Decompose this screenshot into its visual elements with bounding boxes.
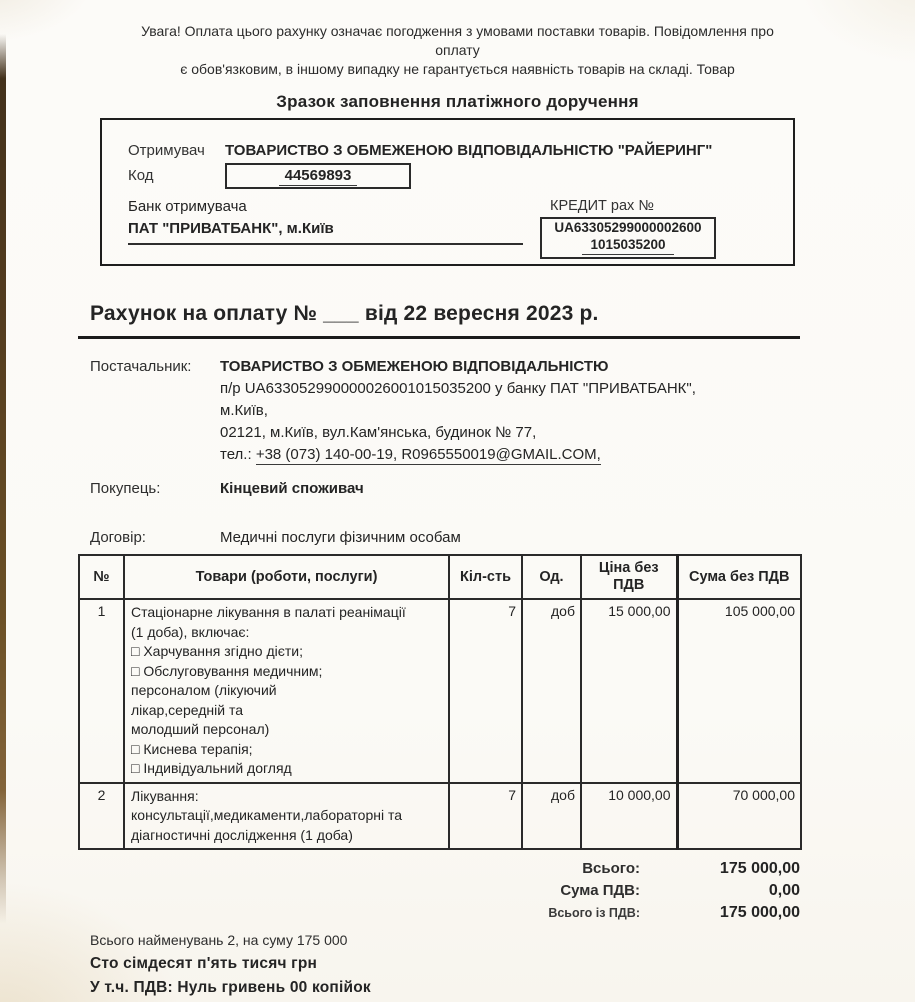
item-desc-line: (1 доба), включає: xyxy=(131,623,250,640)
totals-section xyxy=(78,858,800,924)
item-2-num: 2 xyxy=(79,783,124,850)
buyer-value: Кінцевий споживач xyxy=(220,480,364,497)
amount-in-words: Сто сімдесят п'ять тисяч грн xyxy=(90,955,318,972)
code-value: 44569893 xyxy=(279,167,358,186)
vat-sum-value: 0,00 xyxy=(768,882,800,899)
code-row xyxy=(128,159,793,189)
item-1-num: 1 xyxy=(79,599,124,783)
bank-value: ПАТ "ПРИВАТБАНК", м.Київ xyxy=(128,220,523,245)
header-sum: Сума без ПДВ xyxy=(677,555,801,599)
code-label: Код xyxy=(128,167,154,184)
supplier-name: ТОВАРИСТВО З ОБМЕЖЕНОЮ ВІДПОВІДАЛЬНІСТЮ xyxy=(220,358,609,375)
payment-notice xyxy=(63,0,853,79)
notice-line-2: оплату xyxy=(435,42,480,58)
item-row-1 xyxy=(79,599,801,783)
item-2-price: 10 000,00 xyxy=(581,783,677,850)
item-2-qty: 7 xyxy=(449,783,522,850)
total-with-vat-label: Всього із ПДВ: xyxy=(548,906,640,920)
notice-line-1: Увага! Оплата цього рахунку означає погодження з умовами поставки товарів. Повідомлення про xyxy=(141,23,774,39)
header-qty: Кіл-сть xyxy=(449,555,522,599)
supplier-phone-line xyxy=(220,444,800,466)
item-1-price: 15 000,00 xyxy=(581,599,677,783)
total-value: 175 000,00 xyxy=(719,860,800,877)
payment-order-box xyxy=(100,118,795,266)
header-num: № xyxy=(79,555,124,599)
recipient-row xyxy=(128,142,793,159)
item-2-unit: доб xyxy=(522,783,581,850)
header-goods: Товари (роботи, послуги) xyxy=(124,555,449,599)
document-body xyxy=(78,118,800,1002)
item-2-sum: 70 000,00 xyxy=(677,783,801,850)
item-desc-line: Лікування: xyxy=(131,787,199,804)
supplier-address-line: 02121, м.Київ, вул.Кам'янська, будинок № 77, xyxy=(220,424,537,441)
code-value-box xyxy=(225,163,411,189)
contract-value: Медичні послуги фізичним особам xyxy=(220,529,461,546)
invoice-title: Рахунок на оплату № ___ від 22 вересня 2023 р. xyxy=(78,302,800,339)
bank-label: Банк отримувача xyxy=(128,198,247,215)
credit-account-line-1: UA63305299000002600 xyxy=(554,220,702,235)
supplier-city-line: м.Київ, xyxy=(220,402,268,419)
header-price: Ціна без ПДВ xyxy=(581,555,677,599)
item-desc-line: молодший персонал) xyxy=(131,721,270,737)
contract-label: Договір: xyxy=(90,529,146,546)
total-with-vat-value: 175 000,00 xyxy=(719,904,800,921)
total-label: Всього: xyxy=(582,860,640,877)
recipient-value: ТОВАРИСТВО З ОБМЕЖЕНОЮ ВІДПОВІДАЛЬНІСТЮ "РАЙЕРИНГ" xyxy=(225,142,713,159)
supplier-label: Постачальник: xyxy=(90,358,192,375)
header-unit: Од. xyxy=(522,555,581,599)
item-desc-line: □ Обслуговування медичним; xyxy=(131,662,323,679)
buyer-label: Покупець: xyxy=(90,480,161,497)
item-desc-line: діагностичні дослідження (1 доба) xyxy=(131,826,353,843)
footer-section xyxy=(78,928,800,1000)
item-1-unit: доб xyxy=(522,599,581,783)
item-row-2 xyxy=(79,783,801,850)
parties-section xyxy=(78,356,800,549)
vat-sum-label: Сума ПДВ: xyxy=(560,882,640,899)
vat-sum-row xyxy=(78,880,800,902)
item-desc-line: консультації,медикаменти,лабораторні та xyxy=(131,807,403,823)
item-1-qty: 7 xyxy=(449,599,522,783)
buyer-block xyxy=(78,478,800,500)
items-table xyxy=(78,554,802,850)
item-desc-line: □ Киснева терапія; xyxy=(131,740,253,757)
contract-block xyxy=(78,527,800,549)
supplier-account-line: п/р UA633052990000026001015035200 у банку ПАТ "ПРИВАТБАНК", xyxy=(220,380,696,397)
credit-account-box xyxy=(540,217,716,259)
items-count-summary: Всього найменувань 2, на суму 175 000 xyxy=(90,932,348,948)
total-with-vat-row xyxy=(78,902,800,924)
item-2-description xyxy=(124,783,449,850)
item-1-description xyxy=(124,599,449,783)
total-row xyxy=(78,858,800,880)
item-desc-line: □ Індивідуальний догляд xyxy=(131,760,292,776)
notice-line-3: є обов'язковим, в іншому випадку не гарантується наявність товарів на складі. Товар xyxy=(180,61,735,77)
item-1-sum: 105 000,00 xyxy=(677,599,801,783)
item-desc-line: персоналом (лікуючий xyxy=(131,682,277,698)
vat-in-words: У т.ч. ПДВ: Нуль гривень 00 копійок xyxy=(90,979,371,996)
credit-account-line-2: 1015035200 xyxy=(542,236,714,255)
supplier-details xyxy=(220,356,800,466)
items-table-header-row xyxy=(79,555,801,599)
credit-account-label: КРЕДИТ рах № xyxy=(550,198,654,214)
supplier-phone-label: тел.: xyxy=(220,446,252,463)
sample-heading: Зразок заповнення платіжного доручення xyxy=(276,92,639,111)
item-desc-line: Стаціонарне лікування в палаті реанімації xyxy=(131,604,406,620)
supplier-block xyxy=(78,356,800,466)
supplier-phone-value: +38 (073) 140-00-19, R0965550019@GMAIL.COM, xyxy=(255,446,601,463)
item-desc-line: □ Харчування згідно дієти; xyxy=(131,643,303,659)
paper-edge-shadow xyxy=(0,34,6,924)
item-desc-line: лікар,середній та xyxy=(131,701,243,718)
recipient-label: Отримувач xyxy=(128,142,205,159)
